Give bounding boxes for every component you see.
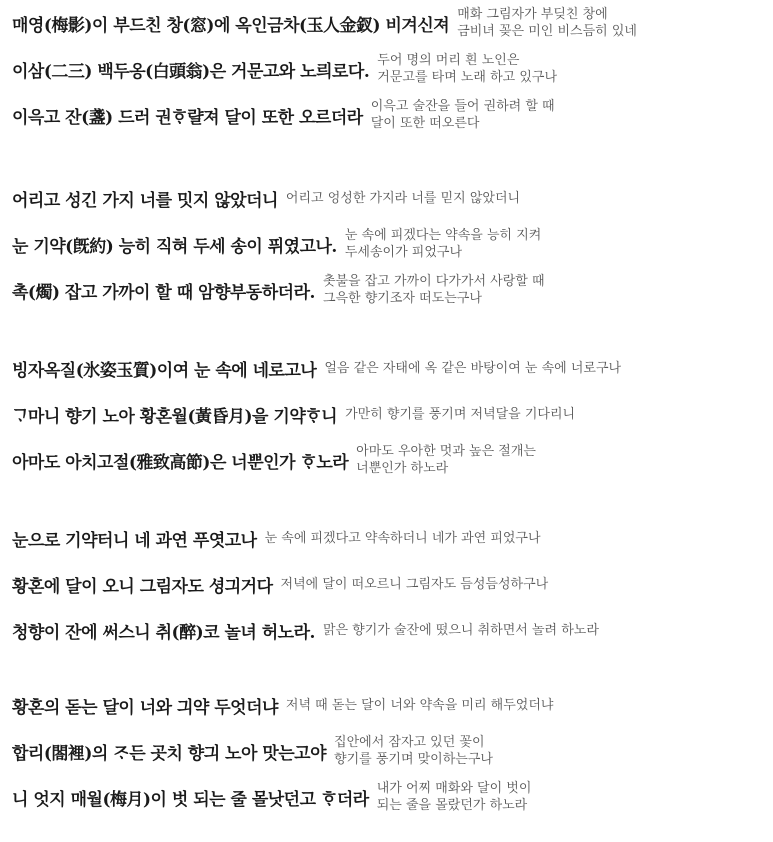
original-text: 촉(燭) 잡고 가까이 할 때 암향부동하더라. — [12, 282, 315, 303]
original-text: 매영(梅影)이 부드친 창(窓)에 옥인금차(玉人金釵) 비겨신져 — [12, 15, 450, 36]
original-text: 아마도 아치고절(雅致高節)은 너뿐인가 ᄒᆞ노라 — [12, 452, 349, 473]
verse-line — [12, 682, 767, 728]
verse-line — [12, 515, 767, 561]
translation-text: 눈 속에 피겠다고 약속하더니 네가 과연 피었구나 — [264, 530, 541, 546]
verse-line — [12, 345, 767, 391]
translation-text: 이윽고 술잔을 들어 권하려 할 때 달이 또한 떠오른다 — [370, 99, 555, 131]
translation-text: 저녁 때 돋는 달이 너와 약속을 미리 해두었더냐 — [285, 697, 554, 713]
translation-text: 매화 그림자가 부딪친 창에 금비녀 꽂은 미인 비스듬히 있네 — [457, 7, 637, 39]
original-text: 황혼의 돋는 달이 너와 긔약 두엇더냐 — [12, 697, 278, 718]
translation-text: 아마도 우아한 멋과 높은 절개는 너뿐인가 하노라 — [356, 444, 536, 476]
translation-text: 내가 어찌 매화와 달이 벗이 되는 줄을 몰랐던가 하노라 — [376, 781, 532, 813]
translation-text: 집안에서 잠자고 있던 꽃이 향기를 풍기며 맞이하는구나 — [334, 735, 493, 767]
stanza-3 — [12, 345, 767, 483]
translation-text: 어리고 엉성한 가지라 너를 믿지 않았더니 — [285, 190, 521, 206]
verse-line — [12, 0, 767, 46]
translation-text: 얼음 같은 자태에 옥 같은 바탕이여 눈 속에 너로구나 — [324, 360, 622, 376]
verse-line — [12, 774, 767, 820]
stanza-5 — [12, 682, 767, 820]
verse-line — [12, 46, 767, 92]
original-text: 어리고 성긴 가지 너를 밋지 않았더니 — [12, 190, 278, 211]
verse-line — [12, 175, 767, 221]
original-text: 청향이 잔에 써스니 취(醉)코 놀녀 허노라. — [12, 622, 315, 643]
original-text: 합리(閤裡)의 ᄌᆞ든 곳치 향긔 노아 맛는고야 — [12, 743, 327, 764]
verse-line — [12, 607, 767, 653]
original-text: 황혼에 달이 오니 그림자도 셩긔거다 — [12, 576, 273, 597]
verse-line — [12, 561, 767, 607]
original-text: 눈 기약(旣約) 능히 직혀 두세 송이 퓌였고나. — [12, 236, 337, 257]
stanza-2 — [12, 175, 767, 313]
original-text: 이윽고 잔(盞) 드러 권ᄒᆞ랼져 달이 또한 오르더라 — [12, 107, 363, 128]
verse-line — [12, 437, 767, 483]
verse-line — [12, 267, 767, 313]
translation-text: 눈 속에 피겠다는 약속을 능히 지켜 두세송이가 피었구나 — [344, 228, 542, 260]
translation-text: 저녁에 달이 떠오르니 그림자도 듬성듬성하구나 — [280, 576, 549, 592]
stanza-1 — [12, 0, 767, 138]
original-text: ᄀᆞ마니 향기 노아 황혼월(黃昏月)을 기약ᄒᆞ니 — [12, 406, 338, 427]
translation-text: 맑은 향기가 술잔에 떴으니 취하면서 놀려 하노라 — [322, 622, 599, 638]
verse-line — [12, 728, 767, 774]
translation-text: 두어 명의 머리 흰 노인은 거문고를 타며 노래 하고 있구나 — [377, 53, 558, 85]
original-text: 눈으로 기약터니 네 과연 푸엿고나 — [12, 530, 257, 551]
original-text: 이삼(二三) 백두옹(白頭翁)은 거문고와 노릐로다. — [12, 61, 370, 82]
verse-line — [12, 221, 767, 267]
translation-text: 가만히 향기를 풍기며 저녁달을 기다리니 — [345, 406, 576, 422]
original-text: 니 엇지 매월(梅月)이 벗 되는 줄 몰낫던고 ᄒᆞ더라 — [12, 789, 369, 810]
translation-text: 촛불을 잡고 가까이 다가가서 사랑할 때 그윽한 향기조자 떠도는구나 — [322, 274, 545, 306]
verse-line — [12, 391, 767, 437]
stanza-4 — [12, 515, 767, 653]
original-text: 빙자옥질(氷姿玉質)이여 눈 속에 네로고나 — [12, 360, 317, 381]
verse-line — [12, 92, 767, 138]
